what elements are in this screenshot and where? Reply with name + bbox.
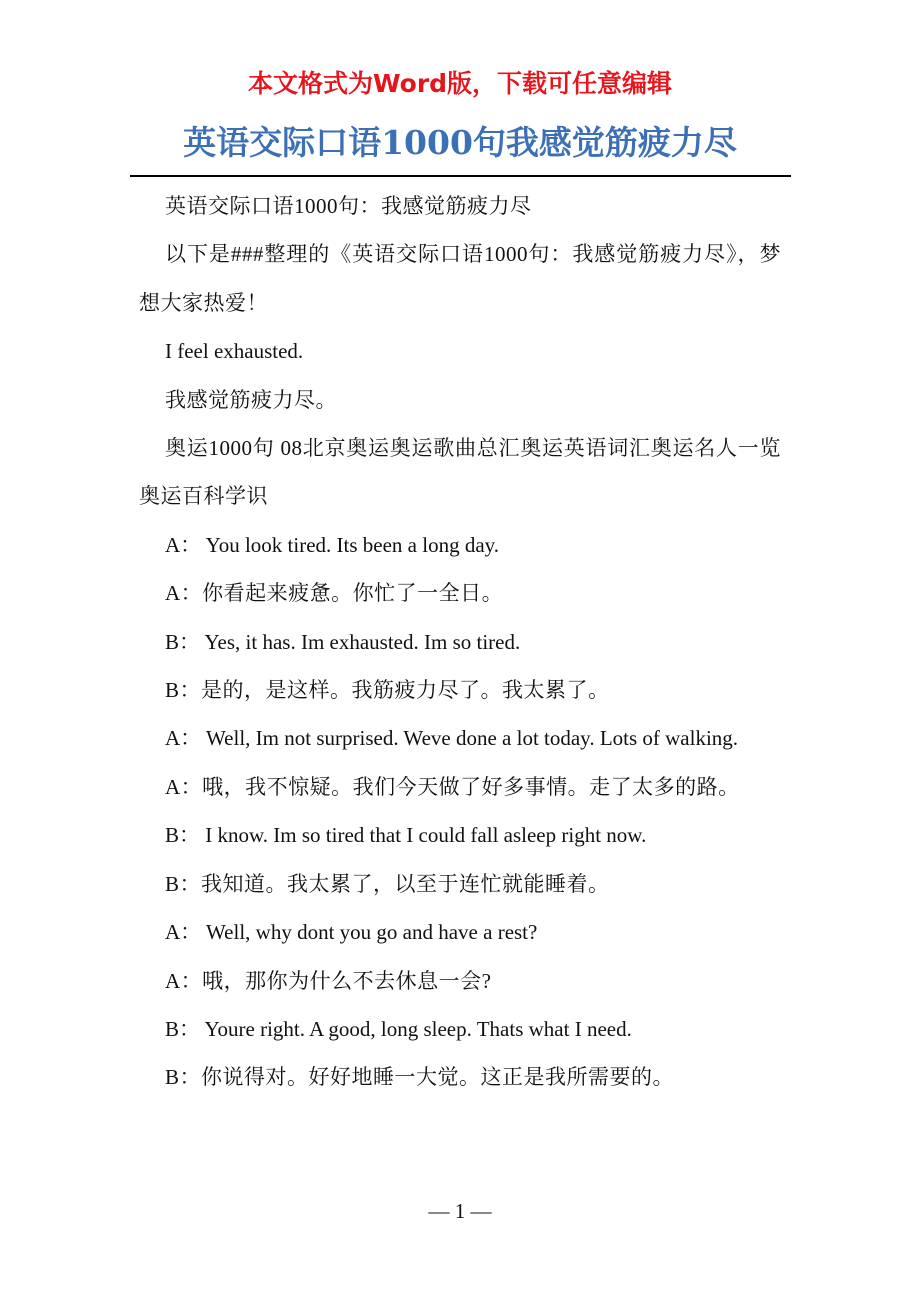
paragraph: I feel exhausted. <box>165 339 304 364</box>
dialogue-line: B： Yes, it has. Im exhausted. Im so tired. <box>165 629 521 654</box>
dialogue-line: A： You look tired. Its been a long day. <box>165 532 500 557</box>
dialogue-line: A：你看起来疲惫。你忙了一全日。 <box>165 581 504 606</box>
document-title: 英语交际口语1000句我感觉筋疲力尽 <box>183 123 737 162</box>
paragraph: 英语交际口语1000句：我感觉筋疲力尽 <box>165 194 532 218</box>
dialogue-line: A： Well, Im not surprised. Weve done a lot today. Lots of walking. <box>165 726 739 751</box>
dialogue-line: A：哦，我不惊疑。我们今天做了好多事情。走了太多的路。 <box>165 774 740 799</box>
title-divider <box>130 175 791 177</box>
paragraph: 以下是###整理的《英语交际口语1000句：我感觉筋疲力尽》，梦想大家热爱！ <box>139 242 781 315</box>
dialogue-line: B：是的，是这样。我筋疲力尽了。我太累了。 <box>165 678 610 703</box>
document-body <box>139 182 781 1102</box>
dialogue-line: B：我知道。我太累了，以至于连忙就能睡着。 <box>165 871 610 896</box>
dialogue-line: B：你说得对。好好地睡一大觉。这正是我所需要的。 <box>165 1065 675 1090</box>
paragraph: 奥运1000句 08北京奥运奥运歌曲总汇奥运英语词汇奥运名人一览奥运百科学识 <box>139 436 781 509</box>
dialogue-line: A： Well, why dont you go and have a rest? <box>165 920 538 945</box>
dialogue-line: B： Youre right. A good, long sleep. Thats what I need. <box>165 1016 632 1041</box>
format-banner: 本文格式为Word版，下载可任意编辑 <box>247 69 673 98</box>
dialogue-line: A：哦，那你为什么不去休息一会? <box>165 968 492 993</box>
dialogue-line: B： I know. Im so tired that I could fall asleep right now. <box>165 823 647 848</box>
page-number: — 1 — <box>428 1199 492 1223</box>
paragraph: 我感觉筋疲力尽。 <box>165 387 337 412</box>
